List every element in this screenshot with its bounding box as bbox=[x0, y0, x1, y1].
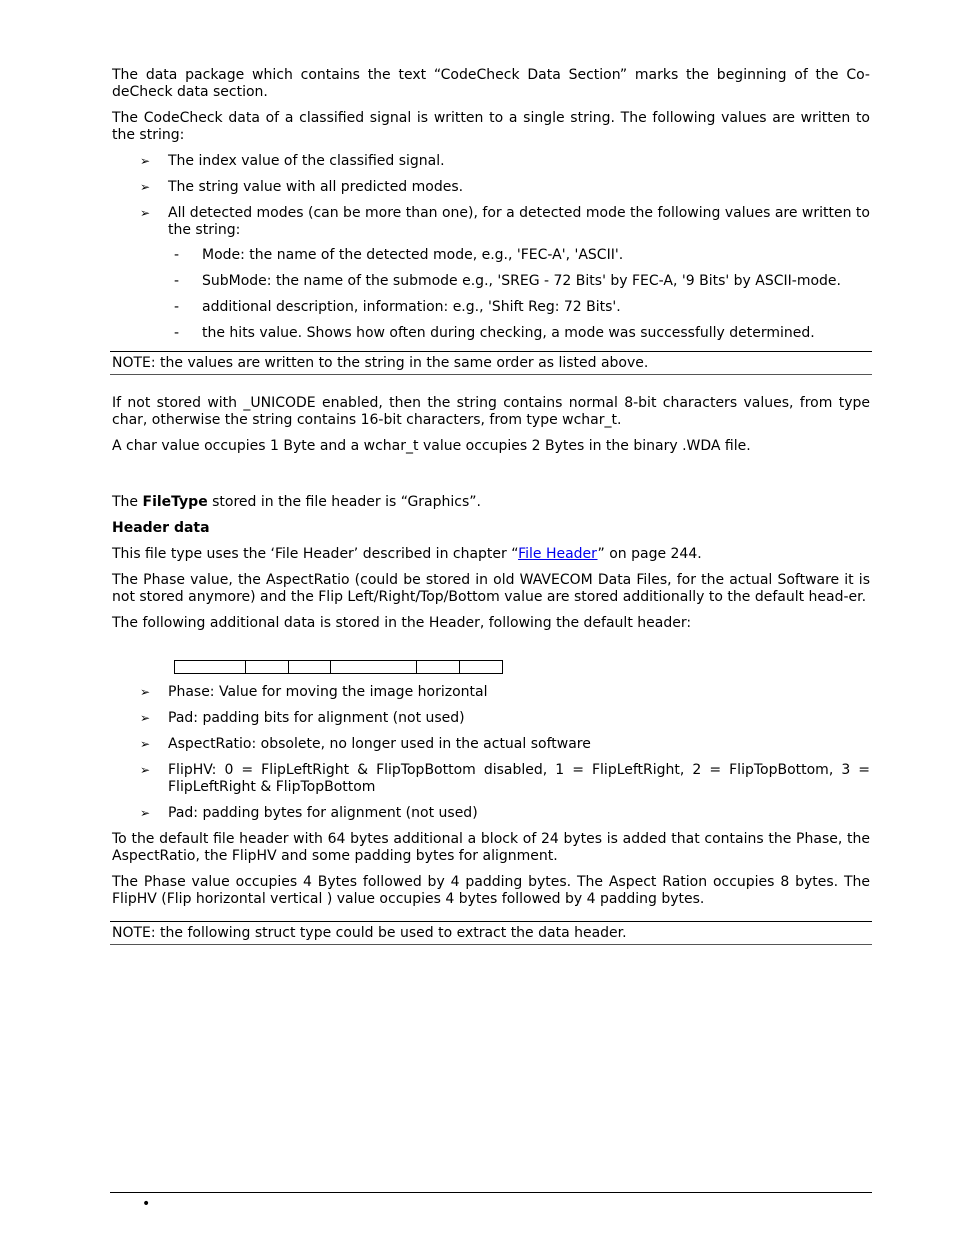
arrow-bullet-icon: ➢ bbox=[140, 763, 151, 777]
note-box: NOTE: the following struct type could be used to extract the data header. bbox=[110, 921, 872, 945]
list-item bbox=[140, 205, 870, 342]
dash-bullet-icon: - bbox=[174, 247, 180, 263]
list-item-text: FlipHV: 0 = FlipLeftRight & FlipTopBottom disabled, 1 = FlipLeftRight, 2 = FlipTopBottom, 3 = FlipLeftRight & FlipTopBottom bbox=[168, 762, 870, 795]
filetype-paragraph: The FileType stored in the file header is “Graphics”. bbox=[112, 494, 481, 510]
phase-paragraph: The Phase value, the AspectRatio (could be stored in old WAVECOM Data Files, for the actual Software it is not stored anymore) and the Flip Left/Right/Top/Bottom value are stored additionally to the default head-er. bbox=[112, 572, 870, 605]
dash-bullet-icon: - bbox=[174, 325, 180, 341]
list-item-text: Pad: padding bytes for alignment (not used) bbox=[168, 805, 478, 821]
mode-dash-list bbox=[174, 247, 870, 342]
document-body bbox=[112, 67, 870, 965]
table-row bbox=[175, 661, 503, 674]
footer-bullet-icon: • bbox=[142, 1196, 151, 1212]
header-reference-paragraph: This file type uses the ‘File Header’ described in chapter “File Header” on page 244. bbox=[112, 546, 702, 562]
table-cell bbox=[175, 661, 246, 674]
table-cell bbox=[289, 661, 331, 674]
byte-layout-paragraph: The Phase value occupies 4 Bytes followed by 4 padding bytes. The Aspect Ration occupies 8 bytes. The FlipHV (Flip horizontal vertical ) value occupies 4 bytes followed by 4 padding bytes. bbox=[112, 874, 870, 907]
list-item-text: Mode: the name of the detected mode, e.g., 'FEC-A', 'ASCII'. bbox=[202, 247, 624, 263]
block-size-paragraph: To the default file header with 64 bytes additional a block of 24 bytes is added that contains the Phase, the AspectRatio, the FlipHV and some padding bytes for alignment. bbox=[112, 831, 870, 864]
arrow-bullet-icon: ➢ bbox=[140, 180, 151, 194]
dash-bullet-icon: - bbox=[174, 273, 180, 289]
note-box: NOTE: the values are written to the string in the same order as listed above. bbox=[110, 351, 872, 375]
header-field-list bbox=[140, 684, 870, 822]
arrow-bullet-icon: ➢ bbox=[140, 737, 151, 751]
table-cell bbox=[246, 661, 289, 674]
list-item-text: Phase: Value for moving the image horizontal bbox=[168, 684, 488, 700]
codecheck-intro-paragraph: The data package which contains the text “CodeCheck Data Section” marks the beginning of the Co-deCheck data section. bbox=[112, 67, 870, 100]
list-item bbox=[140, 684, 870, 701]
header-data-heading: Header data bbox=[112, 520, 210, 536]
table-cell bbox=[331, 661, 417, 674]
list-item-text: AspectRatio: obsolete, no longer used in the actual software bbox=[168, 736, 591, 752]
list-item bbox=[174, 325, 870, 342]
list-item bbox=[140, 762, 870, 796]
list-item bbox=[140, 179, 870, 196]
codecheck-string-paragraph: The CodeCheck data of a classified signal is written to a single string. The following values are written to the string: bbox=[112, 110, 870, 143]
footer-divider bbox=[110, 1192, 872, 1193]
list-item bbox=[140, 805, 870, 822]
arrow-bullet-icon: ➢ bbox=[140, 685, 151, 699]
table-cell bbox=[460, 661, 503, 674]
unicode-paragraph: If not stored with _UNICODE enabled, then the string contains normal 8-bit characters values, from type char, otherwise the string contains 16-bit characters, from type wchar_t. bbox=[112, 395, 870, 428]
list-item-text: Pad: padding bits for alignment (not used) bbox=[168, 710, 465, 726]
list-item-text: additional description, information: e.g., 'Shift Reg: 72 Bits'. bbox=[202, 299, 621, 315]
list-item bbox=[140, 736, 870, 753]
list-item bbox=[140, 153, 870, 170]
list-item-text: The string value with all predicted modes. bbox=[168, 179, 464, 195]
list-item-text: the hits value. Shows how often during checking, a mode was successfully determined. bbox=[202, 325, 815, 341]
list-item bbox=[174, 273, 870, 290]
dash-bullet-icon: - bbox=[174, 299, 180, 315]
arrow-bullet-icon: ➢ bbox=[140, 806, 151, 820]
char-size-paragraph: A char value occupies 1 Byte and a wchar_t value occupies 2 Bytes in the binary .WDA file. bbox=[112, 438, 751, 454]
arrow-bullet-icon: ➢ bbox=[140, 154, 151, 168]
arrow-bullet-icon: ➢ bbox=[140, 711, 151, 725]
filetype-term: FileType bbox=[142, 494, 208, 510]
arrow-bullet-icon: ➢ bbox=[140, 206, 151, 220]
table-cell bbox=[417, 661, 460, 674]
additional-data-paragraph: The following additional data is stored in the Header, following the default header: bbox=[112, 615, 692, 631]
list-item bbox=[174, 247, 870, 264]
list-item-text: SubMode: the name of the submode e.g., 'SREG - 72 Bits' by FEC-A, '9 Bits' by ASCII-mode. bbox=[202, 273, 841, 289]
list-item bbox=[174, 299, 870, 316]
list-item-text: The index value of the classified signal. bbox=[168, 153, 445, 169]
header-struct-table bbox=[174, 660, 503, 674]
codecheck-bullet-list bbox=[140, 153, 870, 342]
list-item-text: All detected modes (can be more than one), for a detected mode the following values are written to the string: bbox=[168, 205, 870, 238]
file-header-link[interactable]: File Header bbox=[518, 546, 598, 562]
list-item bbox=[140, 710, 870, 727]
